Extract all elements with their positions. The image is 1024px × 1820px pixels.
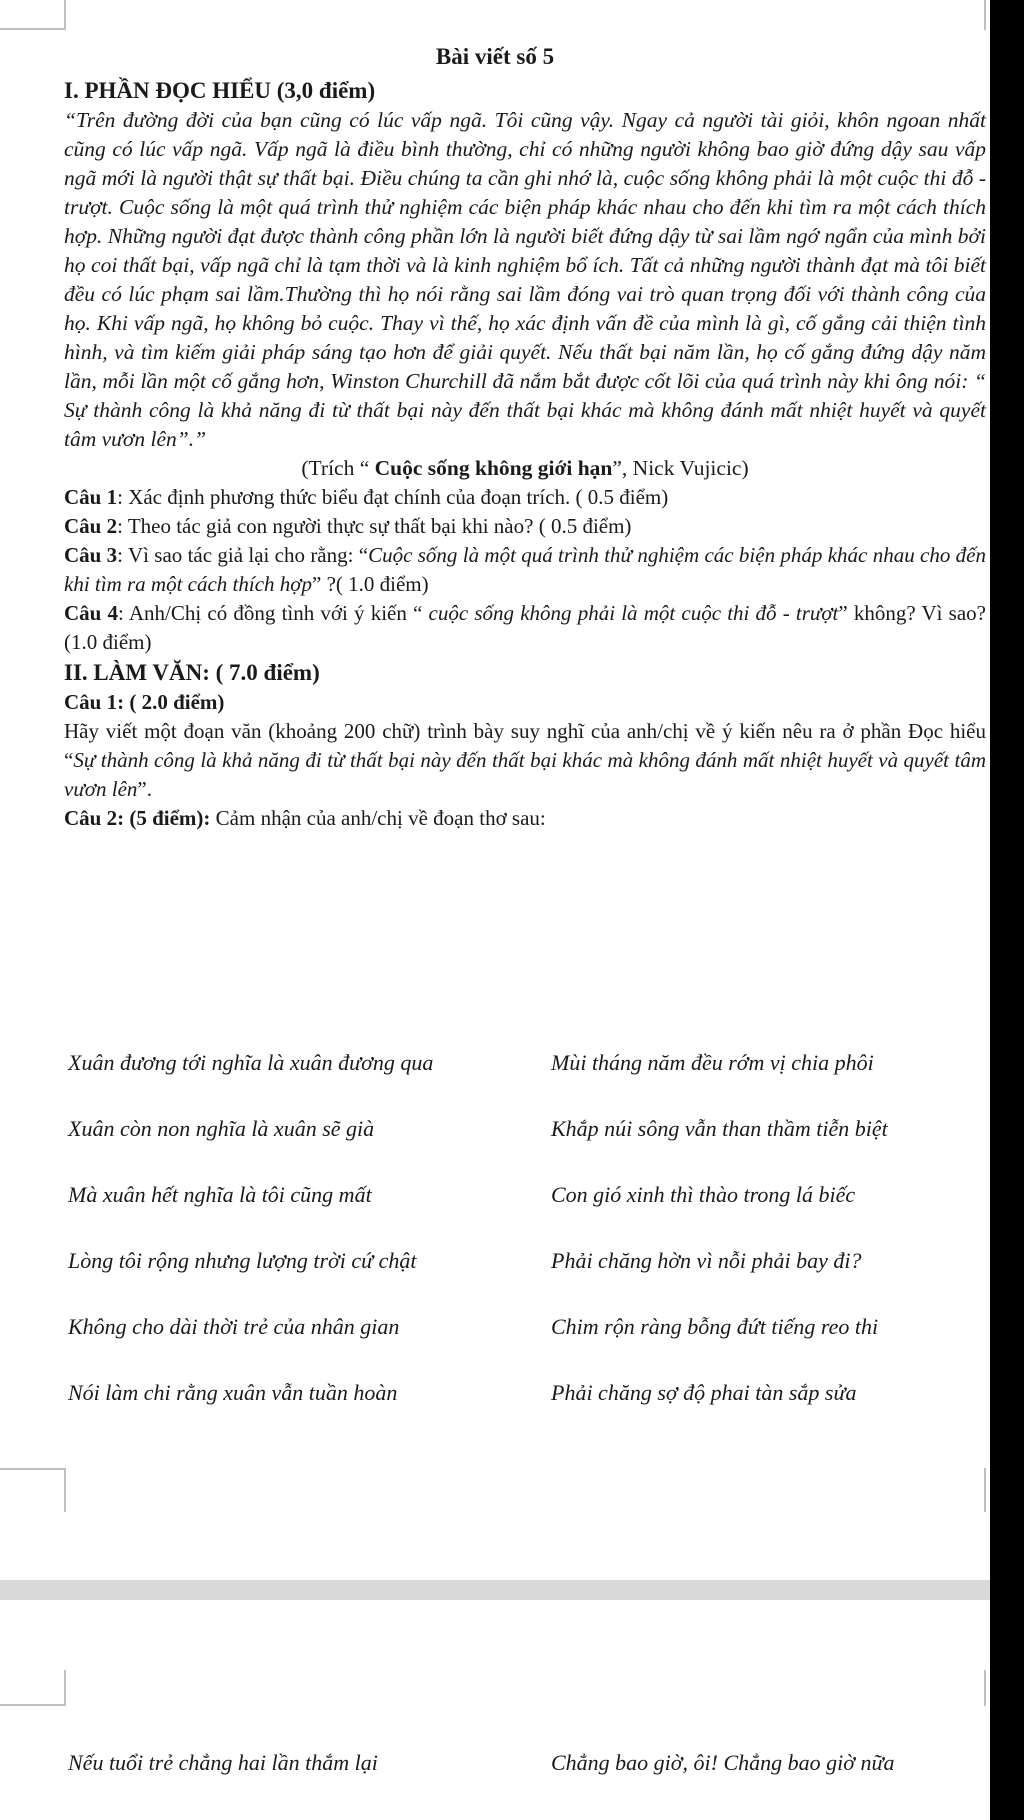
question-4: Câu 4: Anh/Chị có đồng tình với ý kiến “ cuộc sống không phải là một cuộc thi đỗ - trượt” không? Vì sao? (1.0 điểm) bbox=[64, 601, 986, 654]
essay-2-prompt: Câu 2: (5 điểm): Cảm nhận của anh/chị về đoạn thơ sau: bbox=[64, 806, 546, 830]
poem-row: Nói làm chi rằng xuân vẫn tuần hoàn Phải chăng sợ độ phai tàn sắp sửa bbox=[68, 1380, 857, 1405]
crop-mark bbox=[0, 1468, 64, 1470]
crop-mark bbox=[64, 1670, 66, 1706]
document-title: Bài viết số 5 bbox=[435, 44, 555, 69]
poem-row: Nếu tuổi trẻ chẳng hai lần thắm lại Chẳng bao giờ, ôi! Chẳng bao giờ nữa bbox=[68, 1750, 895, 1775]
poem-row: Mà xuân hết nghĩa là tôi cũng mất Con gió xinh thì thào trong lá biếc bbox=[68, 1182, 856, 1207]
section-2-heading: II. LÀM VĂN: ( 7.0 điểm) bbox=[64, 660, 320, 685]
source-book-title: Cuộc sống không giới hạn bbox=[374, 456, 613, 480]
essay-1-heading: Câu 1: ( 2.0 điểm) bbox=[64, 690, 225, 714]
crop-mark bbox=[64, 1468, 66, 1512]
document-page-2 bbox=[0, 1600, 990, 1820]
poem-block bbox=[68, 1048, 986, 1444]
crop-mark bbox=[0, 28, 64, 30]
question-3: Câu 3: Vì sao tác giả lại cho rằng: “Cuộc sống là một quá trình thử nghiệm các biện pháp khác nhau cho đến khi tìm ra một cách thích hợp” ?( 1.0 điểm) bbox=[64, 543, 986, 596]
passage-source: (Trích “ Cuộc sống không giới hạn”, Nick Vujicic) bbox=[301, 456, 749, 480]
section-1-heading: I. PHẦN ĐỌC HIỂU (3,0 điểm) bbox=[64, 78, 376, 103]
poem-row: Không cho dài thời trẻ của nhân gian Chim rộn ràng bỗng đứt tiếng reo thi bbox=[68, 1314, 879, 1339]
crop-mark bbox=[984, 0, 986, 30]
question-1: Câu 1: Xác định phương thức biểu đạt chính của đoạn trích. ( 0.5 điểm) bbox=[64, 485, 669, 509]
page-gap bbox=[0, 1580, 990, 1600]
crop-mark bbox=[0, 1704, 64, 1706]
poem-row: Xuân đương tới nghĩa là xuân đương qua Mùi tháng năm đều rớm vị chia phôi bbox=[68, 1050, 874, 1075]
essay-1-prompt: Hãy viết một đoạn văn (khoảng 200 chữ) trình bày suy nghĩ của anh/chị về ý kiến nêu ra ở phần Đọc hiểu “Sự thành công là khả năng đi từ thất bại này đến thất bại khác mà không đánh mất nhiệt huyết và quyết tâm vươn lên”. bbox=[64, 719, 986, 801]
crop-mark bbox=[984, 1468, 986, 1512]
question-2: Câu 2: Theo tác giả con người thực sự thất bại khi nào? ( 0.5 điểm) bbox=[64, 514, 632, 538]
poem-row: Lòng tôi rộng nhưng lượng trời cứ chật Phải chăng hờn vì nỗi phải bay đi? bbox=[68, 1248, 862, 1273]
poem-block-continued bbox=[68, 1748, 986, 1814]
crop-mark bbox=[984, 1670, 986, 1706]
reading-passage: “Trên đường đời của bạn cũng có lúc vấp ngã. Tôi cũng vậy. Ngay cả người tài giỏi, khôn ngoan nhất cũng có lúc vấp ngã. Vấp ngã là điều bình thường, chỉ có những người không bao giờ đứng dậy sau vấp ngã mới là người thật sự thất bại. Điều chúng ta cần ghi nhớ là, cuộc sống không phải là một cuộc thi đỗ - trượt. Cuộc sống là một quá trình thử nghiệm các biện pháp khác nhau cho đến khi tìm ra một cách thích hợp. Những người đạt được thành công phần lớn là người biết đứng dậy từ sai lầm ngớ ngẩn của mình bởi họ coi thất bại, vấp ngã chỉ là tạm thời và là kinh nghiệm bổ ích. Tất cả những người thành đạt mà tôi biết đều có lúc phạm sai lầm.Thường thì họ nói rằng sai lầm đóng vai trò quan trọng đối với thành công của họ. Khi vấp ngã, họ không bỏ cuộc. Thay vì thế, họ xác định vấn đề của mình là gì, cố gắng cải thiện tình hình, và tìm kiếm giải pháp sáng tạo hơn để giải quyết. Nếu thất bại năm lần, họ cố gắng đứng dậy năm lần, mỗi lần một cố gắng hơn, Winston Churchill đã nắm bắt được cốt lõi của quá trình này khi ông nói: “ Sự thành công là khả năng đi từ thất bại này đến thất bại khác mà không đánh mất nhiệt huyết và quyết tâm vươn lên”.” bbox=[64, 108, 986, 451]
poem-row: Xuân còn non nghĩa là xuân sẽ già Khắp núi sông vẫn than thầm tiễn biệt bbox=[68, 1116, 888, 1141]
crop-mark bbox=[64, 0, 66, 30]
